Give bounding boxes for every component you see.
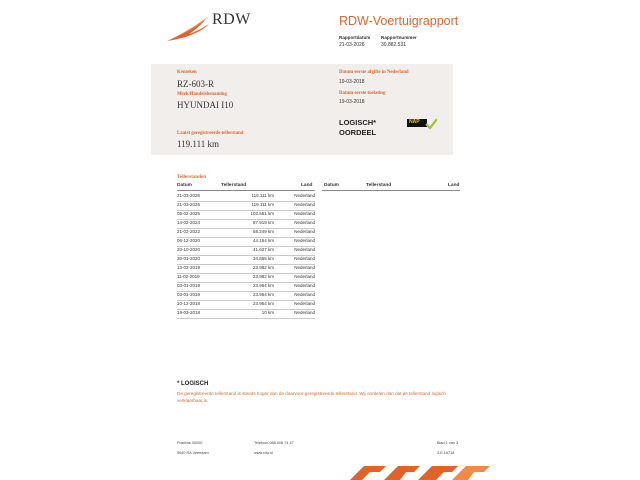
first-admission-value: 19-03-2018	[339, 99, 365, 105]
table-cell: Nederland	[294, 301, 315, 306]
table-cell: Nederland	[294, 310, 315, 315]
table-cell: 13-02-2019	[177, 265, 201, 270]
make-label: Merk/Handelsbenaming	[177, 92, 227, 97]
col-land-header: Land	[301, 183, 313, 188]
table-cell: 23.982 km	[252, 274, 274, 279]
table-cell: Nederland	[294, 247, 315, 252]
table-cell: Nederland	[294, 202, 315, 207]
table-cell: 11-02-2019	[177, 274, 200, 279]
table-cell: Nederland	[294, 211, 315, 216]
footer-decoration-icon	[340, 462, 490, 480]
table-cell: 44.154 km	[252, 238, 274, 243]
note-title: * LOGISCH	[177, 381, 209, 387]
table-cell: 14-02-2024	[177, 220, 201, 225]
table-cell: 102.551 km	[250, 211, 274, 216]
table-cell: 23.954 km	[252, 283, 274, 288]
col-land-header-2: Land	[448, 183, 460, 188]
table-cell: 03-01-2019	[177, 292, 201, 297]
table-cell: 119.111 km	[251, 193, 274, 198]
table-cell: Nederland	[294, 256, 315, 261]
table-cell: 10-12-2018	[177, 301, 201, 306]
table-cell: 23.982 km	[252, 265, 274, 270]
footer-doc-code: 3.E.16718	[437, 451, 455, 455]
table-cell: 119.111 km	[251, 202, 274, 207]
table-cell: 10 km	[261, 310, 274, 315]
brand-name: RDW	[212, 11, 251, 28]
footer-address-line-2: 9640 RA Veendam	[177, 451, 209, 455]
col-date-header-2: Datum	[324, 183, 339, 188]
table-cell: 21-02-2022	[177, 229, 201, 234]
report-date-label: Rapportdatum	[339, 35, 371, 40]
table-cell: Nederland	[294, 193, 315, 198]
footer-address-line-1: Postbus 30000	[177, 441, 203, 445]
footer-phone: Telefoon 088 008 74 47	[254, 441, 294, 445]
table-cell: 05-02-2025	[177, 211, 201, 216]
footer-website[interactable]: www.rdw.nl	[254, 451, 273, 455]
report-date-value: 21-03-2026	[339, 42, 365, 48]
report-number-label: Rapportnummer	[381, 35, 417, 40]
table-cell: Nederland	[294, 238, 315, 243]
table-cell: 06-12-2020	[177, 238, 201, 243]
verdict-line-2: OORDEEL	[339, 128, 377, 137]
table-row	[177, 309, 315, 319]
table-cell: 23.954 km	[252, 301, 274, 306]
table-cell: Nederland	[294, 265, 315, 270]
note-text: De geregistreerde tellerstand is steeds hoger dan de daarvoor geregistreerde tellerstand. Wij oordelen dan dat de tellerstand logisch verklaarbaar is.	[177, 391, 446, 403]
col-date-header: Datum	[177, 183, 192, 188]
table-cell: 30-01-2020	[177, 256, 201, 261]
table-cell: 34.655 km	[252, 256, 274, 261]
verdict-line-1: LOGISCH*	[339, 118, 377, 127]
table-cell: 03-01-2019	[177, 283, 201, 288]
table-cell: Nederland	[294, 220, 315, 225]
nap-badge-text: NAP	[409, 119, 420, 125]
report-title: RDW-Voertuigrapport	[339, 14, 459, 28]
table-header-rule-2	[322, 190, 460, 191]
table-cell: 58.249 km	[252, 229, 274, 234]
first-registration-nl-value: 19-03-2018	[339, 79, 365, 85]
table-cell: Nederland	[294, 292, 315, 297]
first-registration-nl-label: Datum eerste afgifte in Nederland	[339, 70, 409, 75]
table-cell: 21-03-2026	[177, 202, 201, 207]
odometer-value: 119.111 km	[177, 139, 219, 149]
report-number-value: 30.882.531	[381, 42, 407, 48]
plate-value: RZ-603-R	[177, 79, 214, 89]
table-cell: Nederland	[294, 229, 315, 234]
make-value: HYUNDAI I10	[177, 100, 234, 110]
table-cell: 20-10-2020	[177, 247, 201, 252]
rdw-logo-icon	[165, 14, 215, 44]
table-cell: 23.954 km	[252, 292, 274, 297]
col-km-header-2: Tellerstand	[366, 183, 392, 188]
table-cell: Nederland	[294, 283, 315, 288]
nap-badge	[407, 117, 437, 129]
footer-page-number: Blad 1 van 3	[437, 441, 459, 445]
table-cell: 21-03-2026	[177, 193, 201, 198]
plate-label: Kenteken	[177, 70, 197, 75]
readings-title: Tellerstanden	[177, 175, 206, 180]
table-header-rule	[177, 190, 315, 191]
col-km-header: Tellerstand	[221, 183, 247, 188]
table-cell: 41.627 km	[252, 247, 274, 252]
first-admission-label: Datum eerste toelating	[339, 91, 386, 96]
odometer-label: Laatst geregistreerde tellerstand	[177, 131, 244, 136]
table-cell: 19-03-2018	[177, 310, 201, 315]
table-cell: 87.919 km	[252, 220, 274, 225]
table-cell: Nederland	[294, 274, 315, 279]
